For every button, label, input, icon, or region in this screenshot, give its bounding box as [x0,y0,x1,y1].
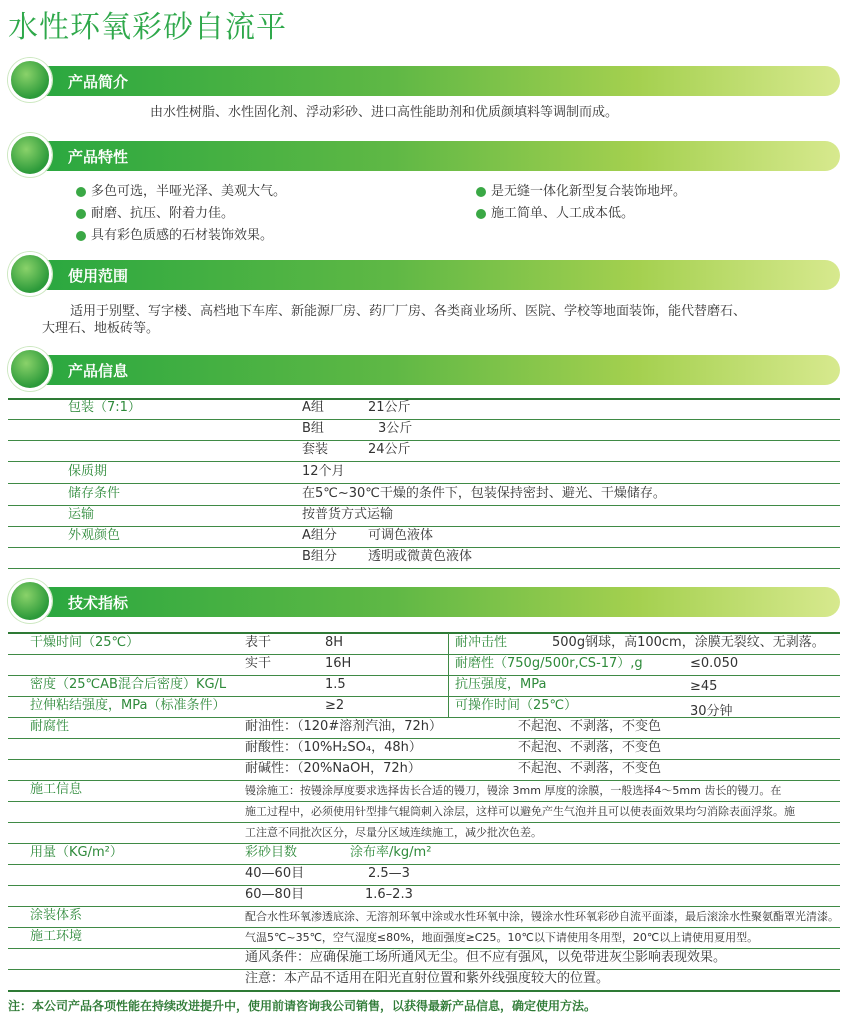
info-value: 透明或微黄色液体 [368,549,473,564]
section-title: 产品特性 [68,148,129,166]
info-subname: B组 [302,421,324,436]
section-circle-icon [8,252,52,296]
tech-value: 不起泡、不剥落，不变色 [518,761,662,776]
info-subname: A组分 [302,528,337,543]
section-bar [26,66,840,96]
tech-value: ≥2 [325,698,345,713]
table-rule [8,483,840,484]
info-value: 可调色液体 [368,528,434,543]
usage-rate: 1.6–2.3 [365,887,413,902]
info-label: 储存条件 [68,486,121,501]
tech-label: 耐磨性（750g/500r,CS-17）,g [455,656,643,671]
table-rule [8,864,840,865]
info-value: 24公斤 [368,442,411,457]
feature-item: 耐磨、抗压、附着力佳。 [75,204,234,224]
info-subname: 套装 [302,442,329,457]
tech-value: 不起泡、不剥落，不变色 [518,740,662,755]
tech-label: 干燥时间（25℃） [30,635,140,650]
page-title: 水性环氧彩砂自流平 [8,10,287,45]
tech-subname: 实干 [245,656,272,671]
section-circle-icon [8,347,52,391]
table-rule [8,990,840,992]
info-subname: B组分 [302,549,337,564]
info-label: 保质期 [68,464,108,479]
section-header-scope [8,252,840,296]
tech-text-line: 工注意不同批次区分，尽量分区域连续施工，减少批次色差。 [245,826,542,839]
section-title: 技术指标 [68,594,129,612]
info-value: 3公斤 [378,421,413,436]
tech-label: 施工信息 [30,782,83,797]
tech-subname: 表干 [245,635,272,650]
tech-label: 施工环境 [30,929,83,944]
table-rule [8,759,840,760]
tech-text-line: 镘涂施工：按镘涂厚度要求选择齿长合适的镘刀，镘涂 3mm 厚度的涂膜，一般选择4～5mm 齿长的镘刀。在 [245,784,782,797]
table-rule [8,801,840,802]
table-rule [8,568,840,569]
info-value: 12个月 [302,464,345,479]
section-circle-icon [8,58,52,102]
table-rule [8,419,840,420]
tech-label: 密度（25℃AB混合后密度）KG/L [30,677,227,692]
feature-item: 具有彩色质感的石材装饰效果。 [75,226,273,246]
section-bar [26,141,840,171]
section-circle-icon [8,133,52,177]
section-title: 产品信息 [68,362,129,380]
tech-text-line: 配合水性环氧渗透底涂、无溶剂环氧中涂或水性环氧中涂，镘涂水性环氧彩砂自流平面漆，最后滚涂水性聚氨酯罩光清漆。 [245,910,839,923]
table-rule [8,738,840,739]
section-circle-icon [8,579,52,623]
info-label: 外观颜色 [68,528,121,543]
scope-text-line2: 大理石、地板砖等。 [42,321,160,336]
tech-text-line: 施工过程中，必须使用针型排气辊筒刺入涂层，这样可以避免产生气泡并且可以使表面效果均匀消除表面浮浆。施 [245,805,795,818]
section-title: 使用范围 [68,267,129,285]
footnote: 注：本公司产品各项性能在持续改进提升中，使用前请咨询我公司销售，以获得最新产品信息，确定使用方法。 [8,999,597,1013]
tech-value: 500g钢球，高100cm，涂膜无裂纹、无剥落。 [552,635,825,650]
section-header-intro [8,58,840,102]
table-rule [8,927,840,928]
tech-text-line: 通风条件：应确保施工场所通风无尘。但不应有强风，以免带进灰尘影响表现效果。 [245,950,727,965]
section-title: 产品简介 [68,73,129,91]
intro-text: 由水性树脂、水性固化剂、浮动彩砂、进口高性能助剂和优质颜填料等调制而成。 [150,105,619,120]
table-rule [8,885,840,886]
tech-text-line: 气温5℃~35℃，空气湿度≤80%，地面强度≥C25。10℃以下请使用冬用型，20℃以上请使用夏用型。 [245,931,759,944]
section-bar [26,260,840,290]
feature-item: 是无缝一体化新型复合装饰地坪。 [475,182,686,202]
info-subname: A组 [302,400,324,415]
info-label: 运输 [68,507,95,522]
tech-label: 抗压强度，MPa [455,677,547,692]
tech-label: 耐冲击性 [455,635,508,650]
feature-item: 多色可选，半哑光泽、美观大气。 [75,182,286,202]
table-rule [8,505,840,506]
tech-label: 涂装体系 [30,908,83,923]
table-rule [8,906,840,907]
tech-value: 30分钟 [690,704,733,719]
usage-header: 彩砂目数 [245,845,298,860]
tech-value: 1.5 [325,677,346,692]
section-header-features [8,133,840,177]
table-rule [8,461,840,462]
usage-header: 涂布率/kg/m² [350,845,432,860]
tech-subname: 耐油性：（120#溶剂汽油，72h） [245,719,442,734]
tech-value: ≥45 [690,679,718,694]
usage-rate: 2.5—3 [368,866,410,881]
section-header-info [8,347,840,391]
usage-mesh: 40—60目 [245,866,305,881]
tech-value: 8H [325,635,344,650]
section-bar [26,355,840,385]
info-value: 21公斤 [368,400,411,415]
scope-text-line1: 适用于别墅、写字楼、高档地下车库、新能源厂房、药厂厂房、各类商业场所、医院、学校等地面装饰，能代替磨石、 [70,304,747,319]
usage-mesh: 60—80目 [245,887,305,902]
section-header-tech [8,579,840,623]
tech-subname: 耐酸性：（10%H₂SO₄，48h） [245,740,422,755]
table-rule [8,440,840,441]
tech-label: 用量（KG/m²） [30,845,123,860]
tech-value: ≤0.050 [690,656,739,671]
tech-text-line: 注意：本产品不适用在阳光直射位置和紫外线强度较大的位置。 [245,971,610,986]
tech-label: 可操作时间（25℃） [455,698,578,713]
info-value: 按普货方式运输 [302,507,394,522]
info-label: 包装（7:1） [68,400,141,415]
tech-label: 拉伸粘结强度，MPa（标准条件） [30,698,226,713]
tech-value: 16H [325,656,352,671]
table-rule [8,780,840,781]
feature-item: 施工简单、人工成本低。 [475,204,634,224]
tech-value: 不起泡、不剥落，不变色 [518,719,662,734]
section-bar [26,587,840,617]
info-value: 在5℃~30℃干燥的条件下，包装保持密封、避光、干燥储存。 [302,486,666,501]
tech-subname: 耐碱性：（20%NaOH，72h） [245,761,421,776]
tech-label: 耐腐性 [30,719,70,734]
table-rule [8,822,840,823]
